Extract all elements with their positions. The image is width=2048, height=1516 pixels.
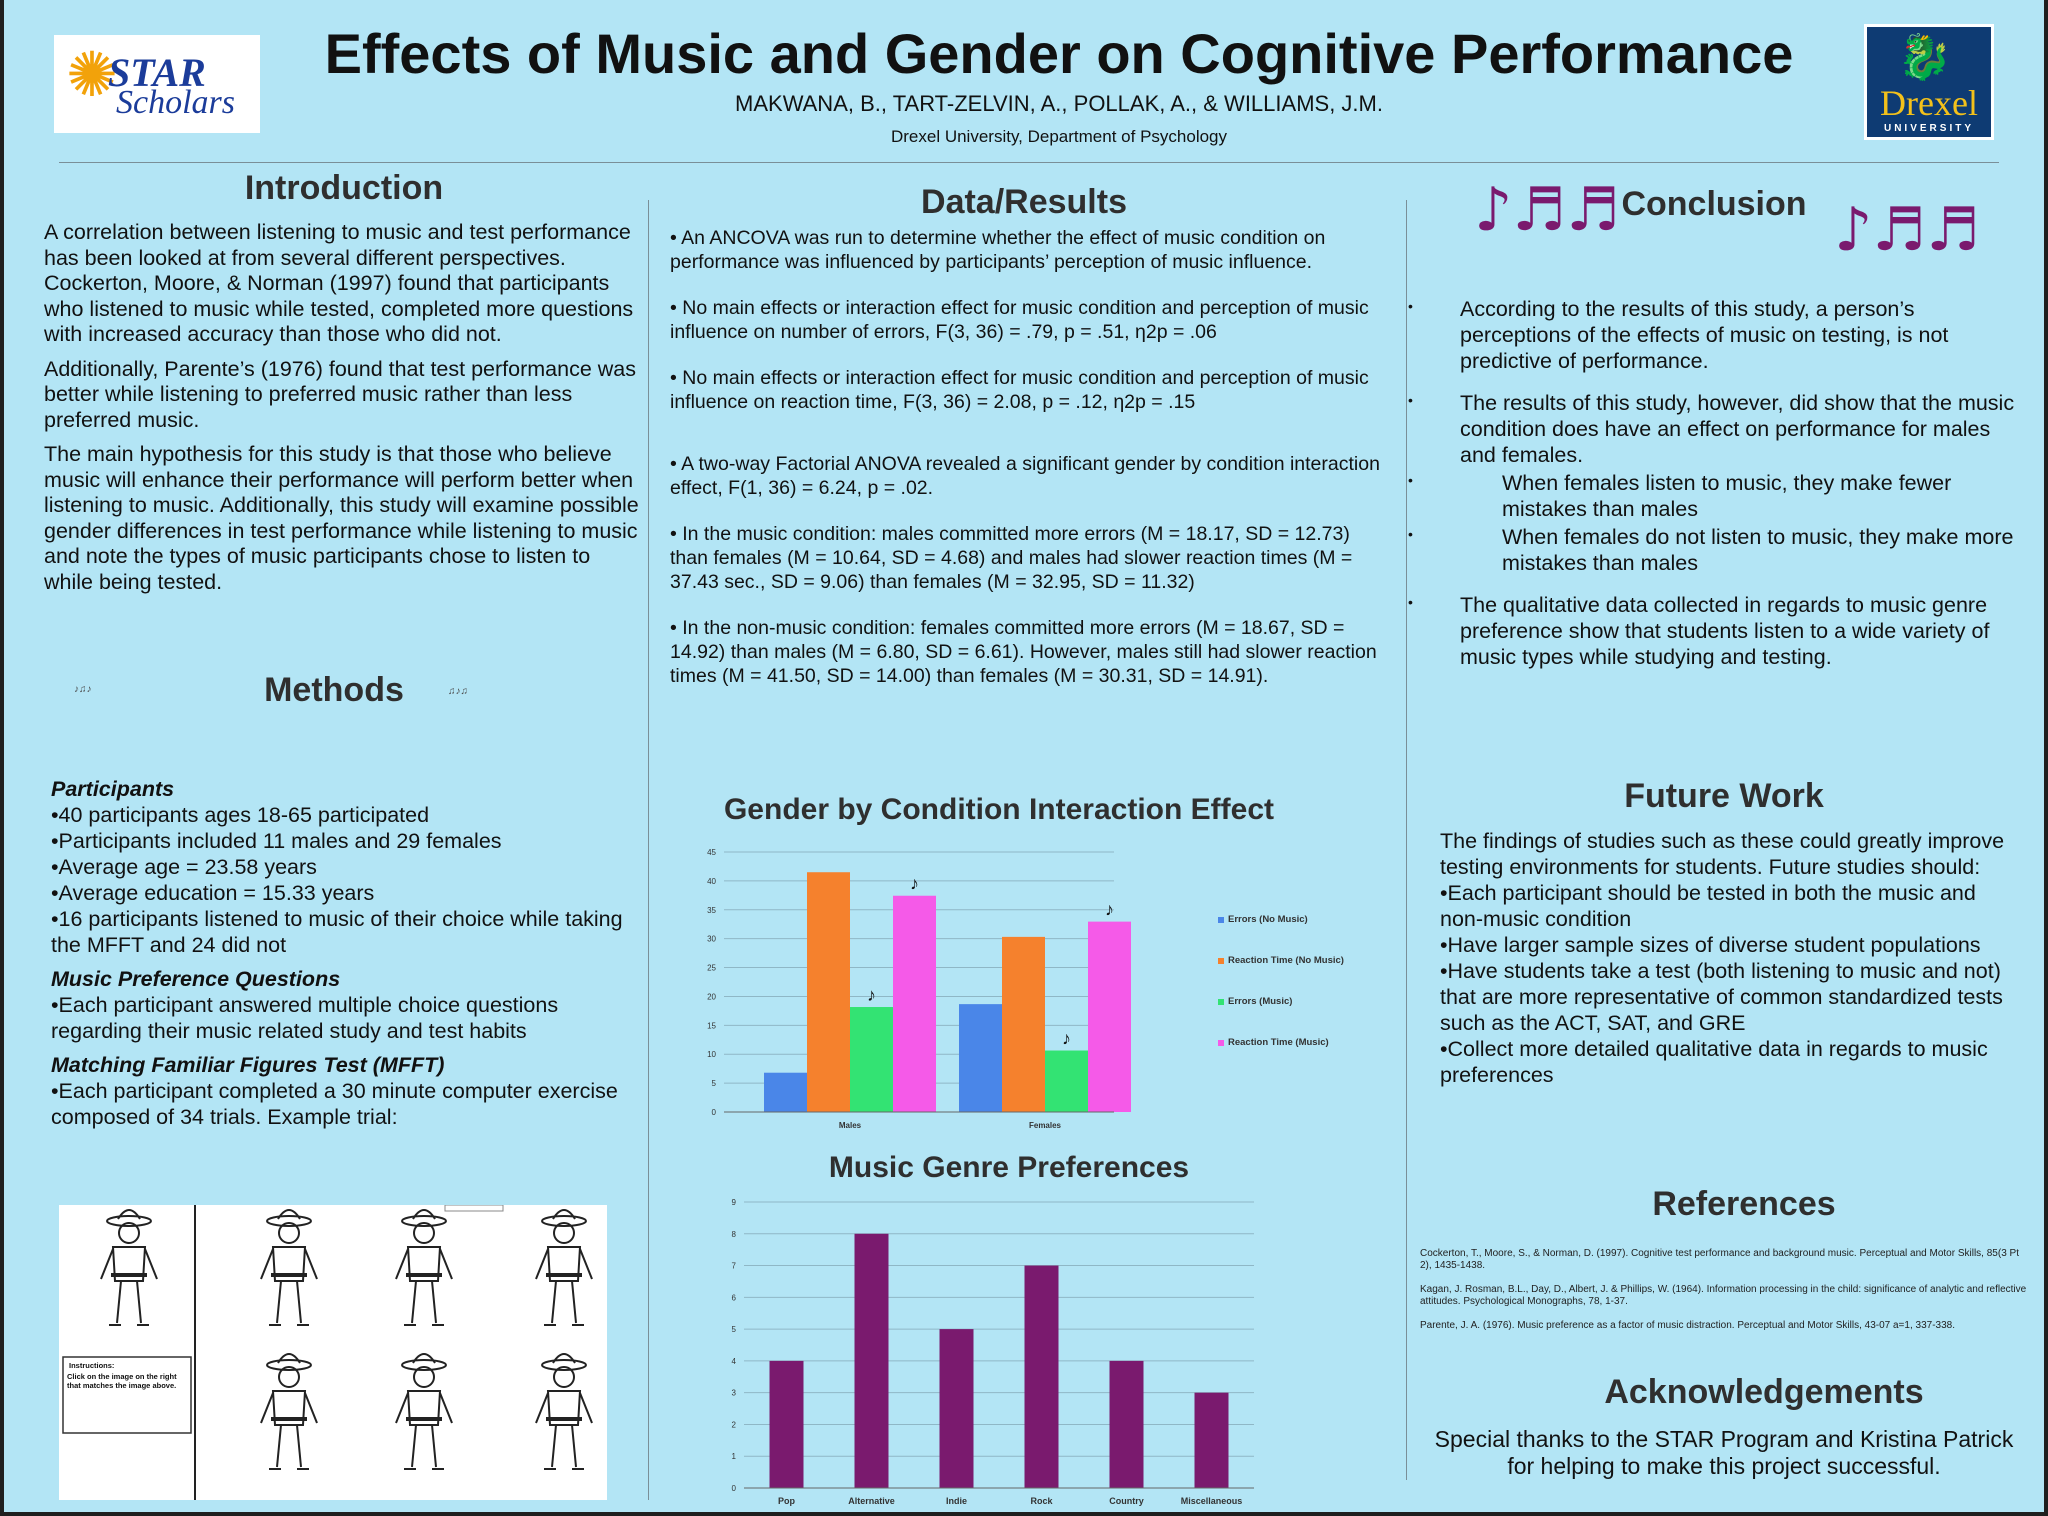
y-tick-label: 1	[731, 1452, 736, 1462]
future-work-line: •Have larger sample sizes of diverse student populations	[1440, 933, 1981, 957]
bullet-icon: •	[1408, 472, 1413, 488]
poster-title: Effects of Music and Gender on Cognitive Performance	[324, 22, 1794, 85]
poster-authors: MAKWANA, B., TART-ZELVIN, A., POLLAK, A., & WILLIAMS, J.M.	[735, 91, 1383, 116]
conclusion-item	[1408, 592, 2020, 670]
poster-affiliation: Drexel University, Department of Psychology	[890, 127, 1228, 146]
y-tick-label: 5	[711, 1079, 716, 1089]
conclusion-heading: Conclusion	[1621, 185, 1807, 223]
bar	[1002, 937, 1045, 1112]
bar	[1088, 922, 1131, 1112]
future-work-body	[1440, 828, 2020, 1088]
hat-crown	[413, 1210, 435, 1219]
future-work-line: •Each participant should be tested in both the music and non-music condition	[1440, 881, 1976, 931]
leg	[412, 1281, 416, 1323]
logo-left-line2: Scholars	[116, 84, 235, 121]
music-pref-heading: Music Preference Questions	[51, 967, 341, 991]
conclusion-item	[1408, 390, 2020, 468]
bullet-icon: •	[1408, 526, 1413, 542]
references-body	[1420, 1248, 2030, 1344]
legend-label: Errors (Music)	[1228, 996, 1293, 1007]
mfft-heading: Matching Familiar Figures Test (MFFT)	[51, 1053, 445, 1077]
cowboy-figure	[396, 1210, 452, 1325]
leg	[297, 1425, 301, 1467]
y-tick-label: 4	[731, 1356, 736, 1366]
mfft-example-figure	[59, 1205, 607, 1500]
leg	[572, 1425, 576, 1467]
bullet-icon: •	[1408, 594, 1413, 610]
legend-label: Reaction Time (Music)	[1228, 1037, 1329, 1048]
y-tick-label: 40	[707, 876, 716, 886]
cowboy-figure	[101, 1210, 157, 1325]
note-annotation-icon: ♪	[910, 873, 919, 894]
x-tick-label: Country	[1109, 1496, 1144, 1506]
conclusion-text: According to the results of this study, a person’s perceptions of the effects of music on testing, is not predictive of performance.	[1460, 297, 1949, 373]
y-tick-label: 30	[707, 934, 716, 944]
chart2-title: Music Genre Preferences	[828, 1151, 1190, 1184]
trial-instructions-text: Click on the image on the right that matches the image above.	[67, 1372, 177, 1390]
participants-item: •Average education = 15.33 years	[51, 881, 375, 905]
legend-swatch	[1218, 999, 1224, 1005]
results-body	[670, 226, 1380, 688]
intro-paragraph: The main hypothesis for this study is that those who believe music will enhance their performance will perform better when listening to music. Additionally, this study will examine possible gender differences in test performance while listening to music and note the types of music participants chose to listen to while being tested.	[44, 442, 639, 594]
genre-preferences-chart	[714, 1190, 1274, 1506]
legend-swatch	[1218, 1040, 1224, 1046]
leg	[432, 1281, 436, 1323]
hat-brim	[542, 1360, 586, 1370]
references-heading: References	[1652, 1185, 1836, 1223]
cowboy-figure	[396, 1354, 452, 1469]
y-tick-label: 6	[731, 1293, 736, 1303]
leg	[552, 1425, 556, 1467]
x-tick-label: Alternative	[848, 1496, 895, 1506]
chart1-title: Gender by Condition Interaction Effect	[723, 793, 1275, 826]
hat-brim	[542, 1216, 586, 1226]
y-tick-label: 25	[707, 963, 716, 973]
conclusion-list	[1408, 296, 2020, 670]
participants-item: •40 participants ages 18-65 participated	[51, 803, 430, 827]
x-tick-label: Males	[838, 1121, 862, 1130]
conclusion-text: The results of this study, however, did show that the music condition does have an effect on performance for males and females.	[1460, 391, 2015, 467]
music-notes-icon: ♪♬♬	[1474, 175, 1620, 245]
decorative-notes-icon: ♫♪♫	[448, 686, 468, 697]
hat-crown	[413, 1354, 435, 1363]
y-tick-label: 0	[711, 1108, 716, 1117]
bar	[1045, 1051, 1088, 1112]
x-tick-label: Pop	[778, 1496, 795, 1506]
drexel-logo	[1864, 24, 1994, 140]
legend-swatch	[1218, 958, 1224, 964]
hat-brim	[402, 1360, 446, 1370]
reference-item: Kagan, J. Rosman, B.L., Day, D., Albert, J. & Phillips, W. (1964). Information processing in the child: significance of analytic and reflective attitudes. Psychological Monographs, 78, 1-37.	[1420, 1284, 2027, 1307]
cowboy-figure	[261, 1210, 317, 1325]
y-tick-label: 20	[707, 992, 716, 1002]
bar	[1195, 1393, 1229, 1488]
leg	[412, 1425, 416, 1467]
starburst-icon: ✺	[66, 38, 118, 111]
leg	[277, 1281, 281, 1323]
leg	[297, 1281, 301, 1323]
results-heading: Data/Results	[921, 183, 1127, 221]
result-item: • No main effects or interaction effect for music condition and perception of music influence on reaction time, F(3, 36) = 2.08, p = .12, η2p = .15	[670, 367, 1369, 413]
mfft-text: •Each participant completed a 30 minute computer exercise composed of 34 trials. Example trial:	[51, 1079, 618, 1129]
hat-crown	[553, 1354, 575, 1363]
y-tick-label: 10	[707, 1050, 716, 1060]
hat-brim	[107, 1216, 151, 1226]
cowboy-figure	[261, 1354, 317, 1469]
future-work-line: The findings of studies such as these could greatly improve testing environments for students. Future studies should:	[1440, 829, 2005, 879]
music-notes-icon: ♪♬♬	[1834, 195, 1980, 265]
logo-right-sub: UNIVERSITY	[1883, 123, 1974, 134]
reference-item: Cockerton, T., Moore, S., & Norman, D. (1997). Cognitive test performance and background music. Perceptual and Motor Skills, 85(3 Pt 2), 1435-1438.	[1420, 1248, 2019, 1271]
conclusion-item	[1408, 470, 2020, 522]
logo-right-word: Drexel	[1880, 83, 1978, 123]
y-tick-label: 0	[731, 1484, 736, 1493]
conclusion-text: The qualitative data collected in regards to music genre preference show that students listen to a wide variety of music types while studying and testing.	[1460, 593, 1990, 669]
leg	[432, 1425, 436, 1467]
result-item: • An ANCOVA was run to determine whether the effect of music condition on performance was influenced by participants’ perception of music influence.	[670, 227, 1326, 273]
x-tick-label: Rock	[1030, 1496, 1053, 1506]
leg	[137, 1281, 141, 1323]
bar	[940, 1329, 974, 1488]
participants-heading: Participants	[51, 777, 175, 801]
y-tick-label: 15	[707, 1021, 716, 1031]
x-tick-label: Females	[1028, 1121, 1062, 1130]
trial-instructions-heading: Instructions:	[69, 1361, 115, 1370]
decorative-notes-icon: ♪♫♪	[74, 684, 92, 695]
reference-item: Parente, J. A. (1976). Music preference as a factor of music distraction. Perceptual and Motor Skills, 43-07 a=1, 337-338.	[1420, 1320, 1955, 1331]
x-tick-label: Miscellaneous	[1180, 1496, 1243, 1506]
future-work-heading: Future Work	[1624, 777, 1824, 815]
leg	[277, 1425, 281, 1467]
participants-item: •16 participants listened to music of their choice while taking the MFFT and 24 did not	[51, 907, 623, 957]
interaction-effect-chart	[684, 840, 1384, 1140]
bar	[959, 1004, 1002, 1112]
participants-item: •Average age = 23.58 years	[51, 855, 317, 879]
leg	[117, 1281, 121, 1323]
bullet-icon: •	[1408, 392, 1413, 408]
result-item: • A two-way Factorial ANOVA revealed a significant gender by condition interaction effect, F(1, 36) = 6.24, p = .02.	[670, 453, 1380, 499]
introduction-body	[44, 220, 644, 604]
participants-item: •Participants included 11 males and 29 females	[51, 829, 502, 853]
hat-brim	[267, 1360, 311, 1370]
poster	[4, 0, 2044, 1512]
bar	[770, 1361, 804, 1488]
note-annotation-icon: ♪	[1105, 899, 1114, 920]
legend-swatch	[1218, 917, 1224, 923]
leg	[572, 1281, 576, 1323]
logo-left-line1: STAR	[108, 50, 206, 95]
result-item: • In the non-music condition: females committed more errors (M = 18.67, SD = 14.92) than males (M = 6.80, SD = 6.61). However, males still had slower reaction times (M = 41.50, SD = 14.00) than females (M = 30.31, SD = 14.91).	[670, 617, 1377, 687]
note-annotation-icon: ♪	[867, 985, 876, 1006]
bar	[850, 1007, 893, 1112]
bar	[893, 896, 936, 1112]
hat-crown	[553, 1210, 575, 1219]
y-tick-label: 7	[731, 1261, 736, 1271]
y-tick-label: 5	[731, 1325, 736, 1335]
bar	[1110, 1361, 1144, 1488]
y-tick-label: 9	[731, 1198, 736, 1207]
acknowledgements-text: Special thanks to the STAR Program and Kristina Patrick for helping to make this project successful.	[1434, 1426, 2014, 1479]
intro-paragraph: Additionally, Parente’s (1976) found that test performance was better while listening to preferred music rather than less preferred music.	[44, 356, 636, 432]
acknowledgements-heading: Acknowledgements	[1604, 1373, 1924, 1411]
methods-heading: Methods	[264, 671, 404, 709]
star-scholars-logo	[54, 35, 260, 133]
y-tick-label: 3	[731, 1388, 736, 1398]
result-item: • In the music condition: males committed more errors (M = 18.17, SD = 12.73) than females (M = 10.64, SD = 4.68) and males had slower reaction times (M = 37.43 sec., SD = 9.06) than females (M = 32.95, SD = 11.32)	[670, 523, 1353, 593]
y-tick-label: 2	[731, 1420, 736, 1430]
column-divider-right	[1406, 200, 1407, 1480]
bar	[855, 1234, 889, 1488]
legend-label: Errors (No Music)	[1228, 914, 1308, 925]
conclusion-item	[1408, 296, 2020, 374]
future-work-line: •Collect more detailed qualitative data in regards to music preferences	[1440, 1037, 1988, 1087]
legend-label: Reaction Time (No Music)	[1228, 955, 1344, 966]
intro-paragraph: A correlation between listening to music and test performance has been looked at from several different perspectives. Cockerton, Moore, & Norman (1997) found that participants who listened to music while tested, completed more questions with increased accuracy than those who did not.	[44, 220, 634, 346]
header-divider	[59, 162, 1999, 163]
cowboy-figure	[536, 1210, 592, 1325]
conclusion-item	[1408, 524, 2020, 576]
conclusion-text: When females do not listen to music, they make more mistakes than males	[1502, 525, 2014, 575]
music-pref-text: •Each participant answered multiple choice questions regarding their music related study and test habits	[51, 993, 559, 1043]
note-annotation-icon: ♪	[1062, 1028, 1071, 1049]
methods-body	[51, 776, 651, 1130]
y-tick-label: 8	[731, 1229, 736, 1239]
future-work-line: •Have students take a test (both listening to music and not) that are more representative of common standardized tests such as the ACT, SAT, and GRE	[1440, 959, 2003, 1035]
conclusion-text: When females listen to music, they make fewer mistakes than males	[1502, 471, 1952, 521]
dragon-icon: 🐉	[1897, 32, 1952, 83]
hat-crown	[118, 1210, 140, 1219]
leg	[552, 1281, 556, 1323]
bar	[1025, 1266, 1059, 1488]
x-tick-label: Indie	[945, 1496, 968, 1506]
introduction-heading: Introduction	[244, 169, 444, 207]
y-tick-label: 35	[707, 905, 716, 915]
hat-crown	[278, 1210, 300, 1219]
hat-crown	[278, 1354, 300, 1363]
bar	[764, 1073, 807, 1112]
cowboy-figure	[536, 1354, 592, 1469]
bullet-icon: •	[1408, 298, 1413, 314]
result-item: • No main effects or interaction effect for music condition and perception of music influence on number of errors, F(3, 36) = .79, p = .51, η2p = .06	[670, 297, 1369, 343]
y-tick-label: 45	[707, 848, 716, 857]
hat-brim	[267, 1216, 311, 1226]
hat-brim	[402, 1216, 446, 1226]
bar	[807, 872, 850, 1112]
